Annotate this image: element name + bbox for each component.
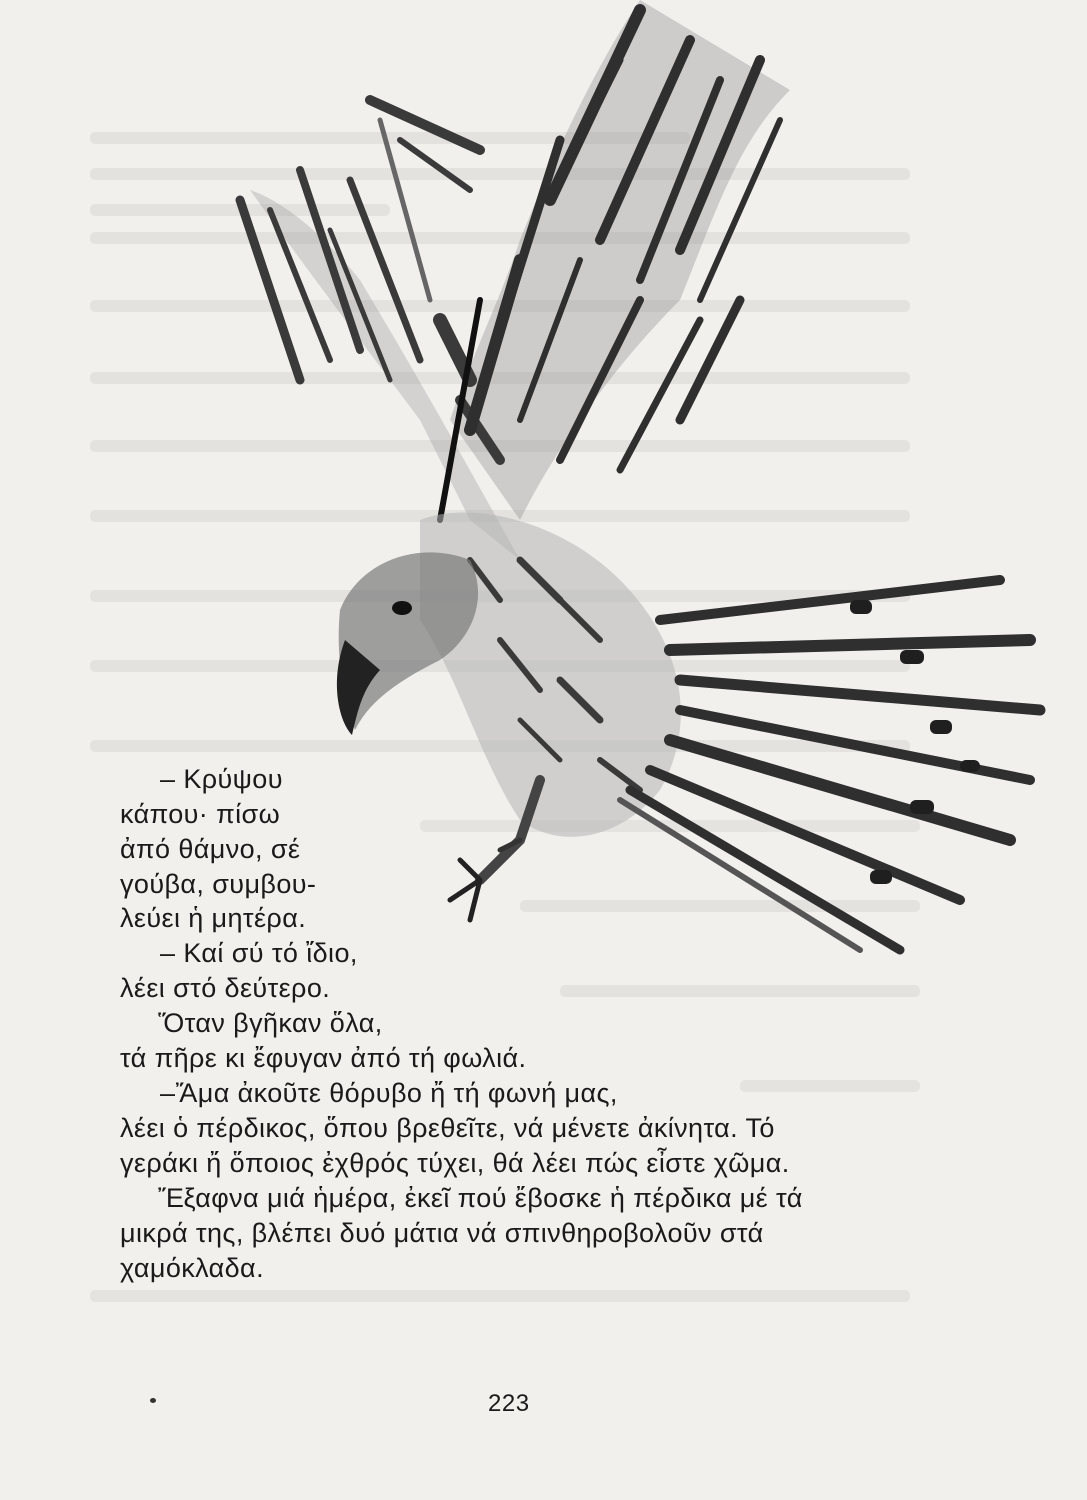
text-line-2: κάπου· πίσω — [120, 799, 281, 829]
text-line-15: χαμόκλαδα. — [120, 1253, 264, 1283]
text-line-7: λέει στό δεύτερο. — [120, 973, 331, 1003]
text-line-8: Ὅταν βγῆκαν ὅλα, — [158, 1008, 383, 1038]
text-line-13: Ἔξαφνα μιά ἡμέρα, ἐκεῖ πού ἔβοσκε ἡ πέρδικα μέ τά — [158, 1183, 803, 1213]
text-line-14: μικρά της, βλέπει δυό μάτια νά σπινθηροβολοῦν στά — [120, 1218, 764, 1248]
text-line-1: – Κρύψου — [160, 764, 283, 794]
text-line-3: ἀπό θάμνο, σέ — [120, 834, 301, 864]
text-line-9: τά πῆρε κι ἔφυγαν ἀπό τή φωλιά. — [120, 1043, 527, 1073]
hawk-icon — [240, 0, 1040, 950]
text-line-6: – Καί σύ τό ἴδιο, — [160, 938, 358, 968]
text-line-5: λεύει ἡ μητέρα. — [120, 903, 307, 933]
text-line-11: λέει ὁ πέρδικος, ὅπου βρεθεῖτε, νά μένετε ἀκίνητα. Τό — [120, 1113, 775, 1143]
text-line-4: γούβα, συμβου- — [120, 869, 317, 899]
hawk-illustration — [220, 0, 1087, 960]
text-line-10: –Ἄμα ἀκοῦτε θόρυβο ἤ τή φωνή μας, — [160, 1078, 618, 1108]
ink-speck — [150, 1398, 156, 1403]
text-line-12: γεράκι ἤ ὅποιος ἐχθρός τύχει, θά λέει πώς εἶστε χῶμα. — [120, 1148, 790, 1178]
page-number: 223 — [488, 1390, 530, 1417]
